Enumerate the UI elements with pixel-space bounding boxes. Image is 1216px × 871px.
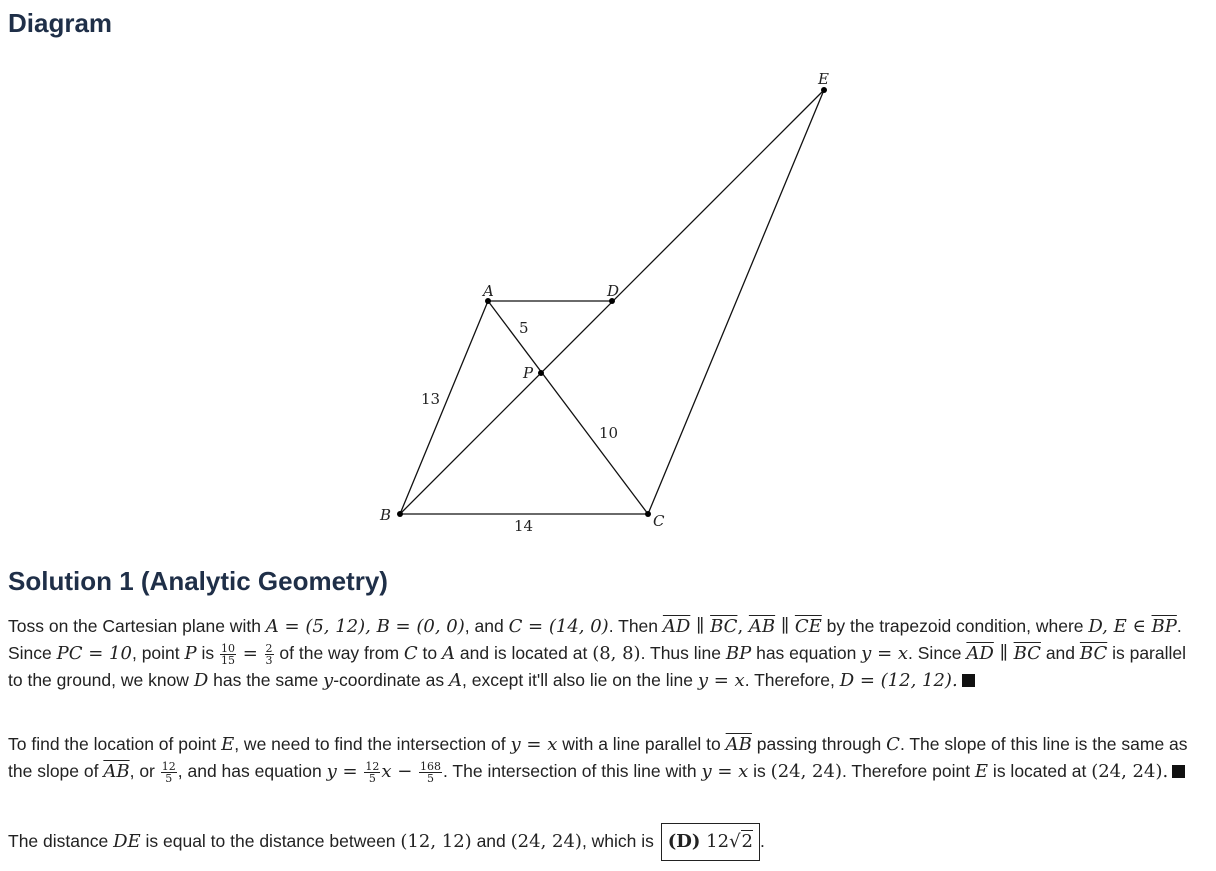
- length-bc: 14: [514, 517, 534, 535]
- length-pc: 10: [599, 424, 619, 442]
- length-ap: 5: [519, 319, 529, 337]
- segment-ce: [648, 90, 824, 514]
- label-d: D: [607, 282, 620, 300]
- diagram-heading: Diagram: [8, 8, 113, 38]
- label-a: A: [483, 282, 494, 300]
- answer-box: (D) 12√2: [661, 823, 760, 861]
- label-p: P: [523, 364, 534, 382]
- fraction-10-15: $\frac{10}{15}$: [221, 641, 236, 667]
- solution-heading: Solution 1 (Analytic Geometry): [8, 566, 388, 596]
- label-e: E: [818, 70, 829, 88]
- point-p-dot: [538, 370, 544, 376]
- qed-square-icon: [1172, 765, 1185, 778]
- length-ab: 13: [421, 390, 441, 408]
- solution-paragraph-3: The distance DE is equal to the distance between (12, 12) and (24, 24), which is (D) 12√2 .: [8, 823, 1204, 861]
- fraction-168-5: $\frac{168}{5}$: [420, 759, 442, 785]
- fraction-12-5-slope: $\frac{12}{5}$: [365, 759, 380, 785]
- label-b: B: [380, 506, 392, 524]
- qed-square-icon: [962, 674, 975, 687]
- fraction-12-5: $\frac{12}{5}$: [161, 759, 176, 785]
- fraction-2-3: $\frac{2}{3}$: [265, 641, 273, 667]
- solution-paragraph-1: Toss on the Cartesian plane with A = (5, 12), B = (0, 0), and C = (14, 0). Then $\overline{AD}$ ∥ $\overline{BC}$, $\overline{AB}$ ∥ $\overline{CE}$ by the trapezoid condition, where D, E ∈ $\overline{BP}$. Since PC = 10, point P is $\frac{10}{15}$ = $\frac{2}{3}$ of the way from C to A and is located at (8, 8). Thus line BP has equation y = x. Since $\overline{AD}$ ∥ $\overline{BC}$ and $\overline{BC}$ is parallel to the ground, we know D has the same y-coordinate as A, except it'll also lie on the line y = x. Therefore, D = (12, 12).: [8, 616, 1187, 691]
- segment-ab: [400, 301, 488, 514]
- point-b-dot: [397, 511, 403, 517]
- label-c: C: [653, 512, 665, 530]
- solution-paragraph-2: To find the location of point E, we need to find the intersection of y = x with a line parallel to $\overline{AB}$ passing through C. The slope of this line is the same as the slope of $\overline{AB}$, or $\frac{12}{5}$ , and has equation y = $\frac{12}{5}$ x − $\frac{168}{5}$ . The intersection of this line with y = x is (24, 24). Therefore point E is located at (24, 24).: [8, 734, 1188, 785]
- point-c-dot: [645, 511, 651, 517]
- segment-ac: [488, 301, 648, 514]
